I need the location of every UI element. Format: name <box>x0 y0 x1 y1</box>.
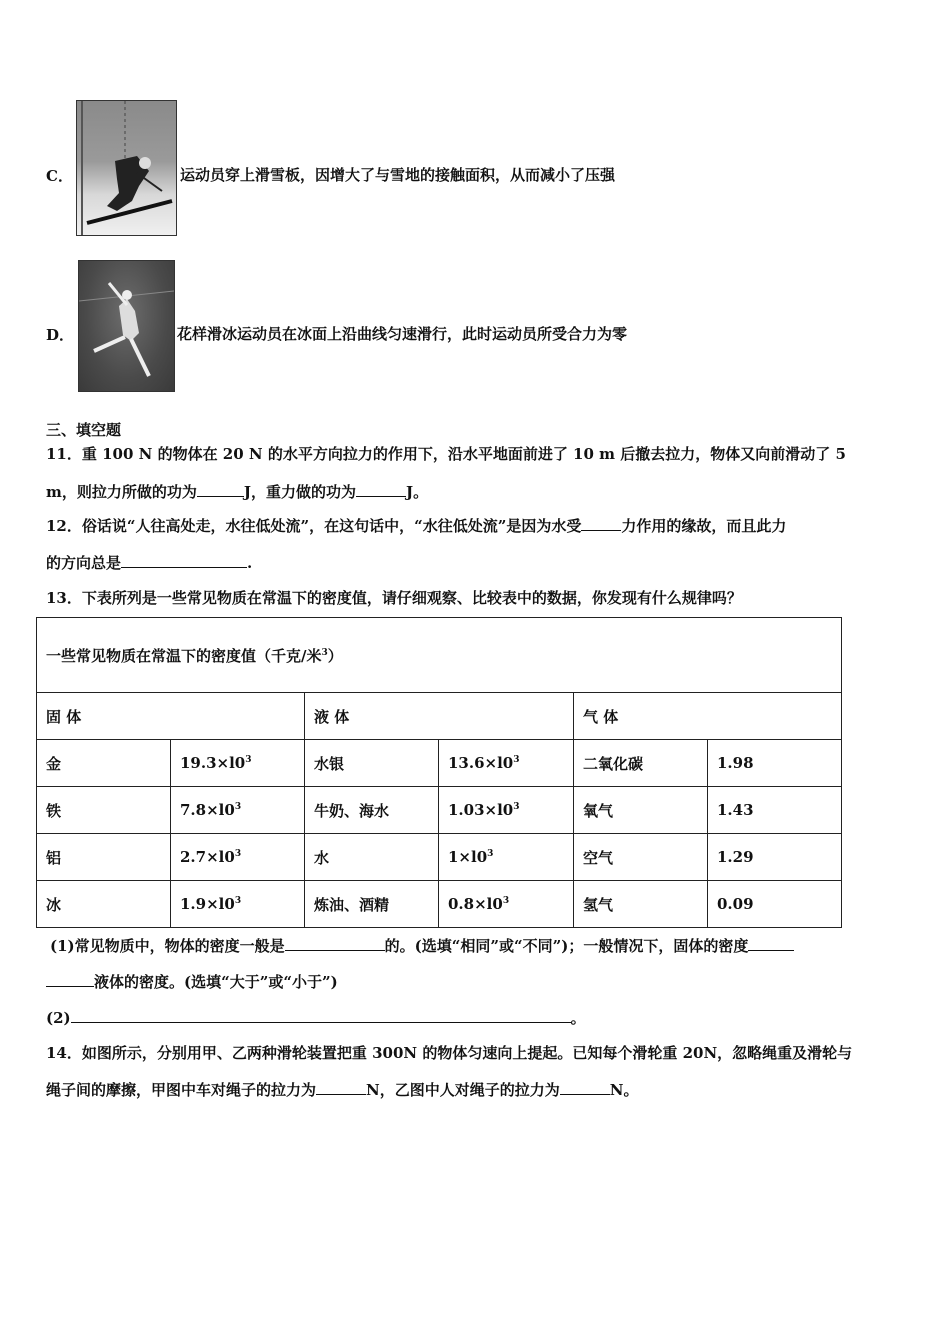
q12-line2 <box>46 553 252 573</box>
q11-text-a: m，则拉力所做的功为 <box>46 483 197 501</box>
header-solid: 固 体 <box>37 693 305 740</box>
table-row: 铝 $2.7\times l0^3$ 水 $1\times l0^3$ 空气 1.29 <box>37 834 842 881</box>
q11-blank-gravity[interactable] <box>356 482 406 497</box>
q13-blank-rule[interactable] <box>71 1008 571 1023</box>
q11-text-b: J，重力做的功为 <box>243 483 356 501</box>
option-c-letter: C． <box>46 167 73 185</box>
q12-text-c: 的方向总是 <box>46 554 122 572</box>
density-table <box>36 617 842 928</box>
q13-sub2-end: 。 <box>570 1009 586 1027</box>
q13-sub1-text-c: 液体的密度。(选填“大于”或“小于”) <box>94 973 338 991</box>
figure-skater-photo <box>78 260 175 392</box>
q11-blank-work[interactable] <box>197 482 244 497</box>
q14-blank-car[interactable] <box>316 1080 366 1095</box>
q11-line1: 11．重 100 N 的物体在 20 N 的水平方向拉力的作用下，沿水平地面前进了 10 m 后撤去拉力，物体又向前滑动了 5 <box>46 445 846 463</box>
q13-sub1-line2 <box>46 972 338 992</box>
q14-line2 <box>46 1080 638 1100</box>
header-liquid: 液 体 <box>305 693 574 740</box>
q13-blank-compare-cont <box>46 972 94 987</box>
q12-text-d: . <box>247 554 253 572</box>
q12-text-b: 力作用的缘故，而且此力 <box>621 517 787 535</box>
section-title: 三、填空题 <box>46 421 122 439</box>
q14-text-b: N，乙图中人对绳子的拉力为 <box>366 1081 560 1099</box>
option-d-letter: D． <box>46 326 75 344</box>
q14-text-c: N。 <box>609 1081 639 1099</box>
q14-blank-person[interactable] <box>560 1080 610 1095</box>
q13-sub2-label: (2) <box>46 1009 71 1027</box>
q12-blank-direction[interactable] <box>121 553 247 568</box>
header-gas: 气 体 <box>574 693 842 740</box>
q11-text-c: J。 <box>405 483 429 501</box>
table-row: 金 $19.3\times l0^3$ 水银 $13.6\times l0^3$ 二氧化碳 1.98 <box>37 740 842 787</box>
table-row: 冰 $1.9\times l0^3$ 炼油、酒精 $0.8\times l0^3$ 氢气 0.09 <box>37 881 842 928</box>
table-row: 铁 $7.8\times l0^3$ 牛奶、海水 $1.03\times l0^3$ 氧气 1.43 <box>37 787 842 834</box>
q13-sub1-text-a: (1)常见物质中，物体的密度一般是 <box>50 937 285 955</box>
q12-line1 <box>46 516 786 536</box>
q13-intro: 13．下表所列是一些常见物质在常温下的密度值，请仔细观察、比较表中的数据，你发现有什么规律吗？ <box>46 589 742 607</box>
q13-sub1-text-b: 的。(选填“相同”或“不同”)；一般情况下，固体的密度 <box>384 937 749 955</box>
q14-line1: 14．如图所示，分别用甲、乙两种滑轮装置把重 300N 的物体匀速向上提起。已知每个滑轮重 20N，忽略绳重及滑轮与 <box>46 1044 853 1062</box>
q11-line2 <box>46 482 428 502</box>
q12-blank-force[interactable] <box>581 516 621 531</box>
q13-blank-compare[interactable] <box>748 936 794 951</box>
option-d-text: 花样滑冰运动员在冰面上沿曲线匀速滑行，此时运动员所受合力为零 <box>177 325 628 343</box>
q13-blank-same[interactable] <box>285 936 385 951</box>
option-c-text: 运动员穿上滑雪板，因增大了与雪地的接触面积，从而减小了压强 <box>180 166 616 184</box>
q13-sub1-line1 <box>50 936 794 956</box>
q12-text-a: 12．俗话说“人往高处走，水往低处流”，在这句话中，“水往低处流”是因为水受 <box>46 517 582 535</box>
q14-text-a: 绳子间的摩擦，甲图中车对绳子的拉力为 <box>46 1081 317 1099</box>
table-caption: 一些常见物质在常温下的密度值（千克/米$^3$） <box>37 618 842 693</box>
skier-photo <box>76 100 177 236</box>
q13-sub2 <box>46 1008 586 1028</box>
